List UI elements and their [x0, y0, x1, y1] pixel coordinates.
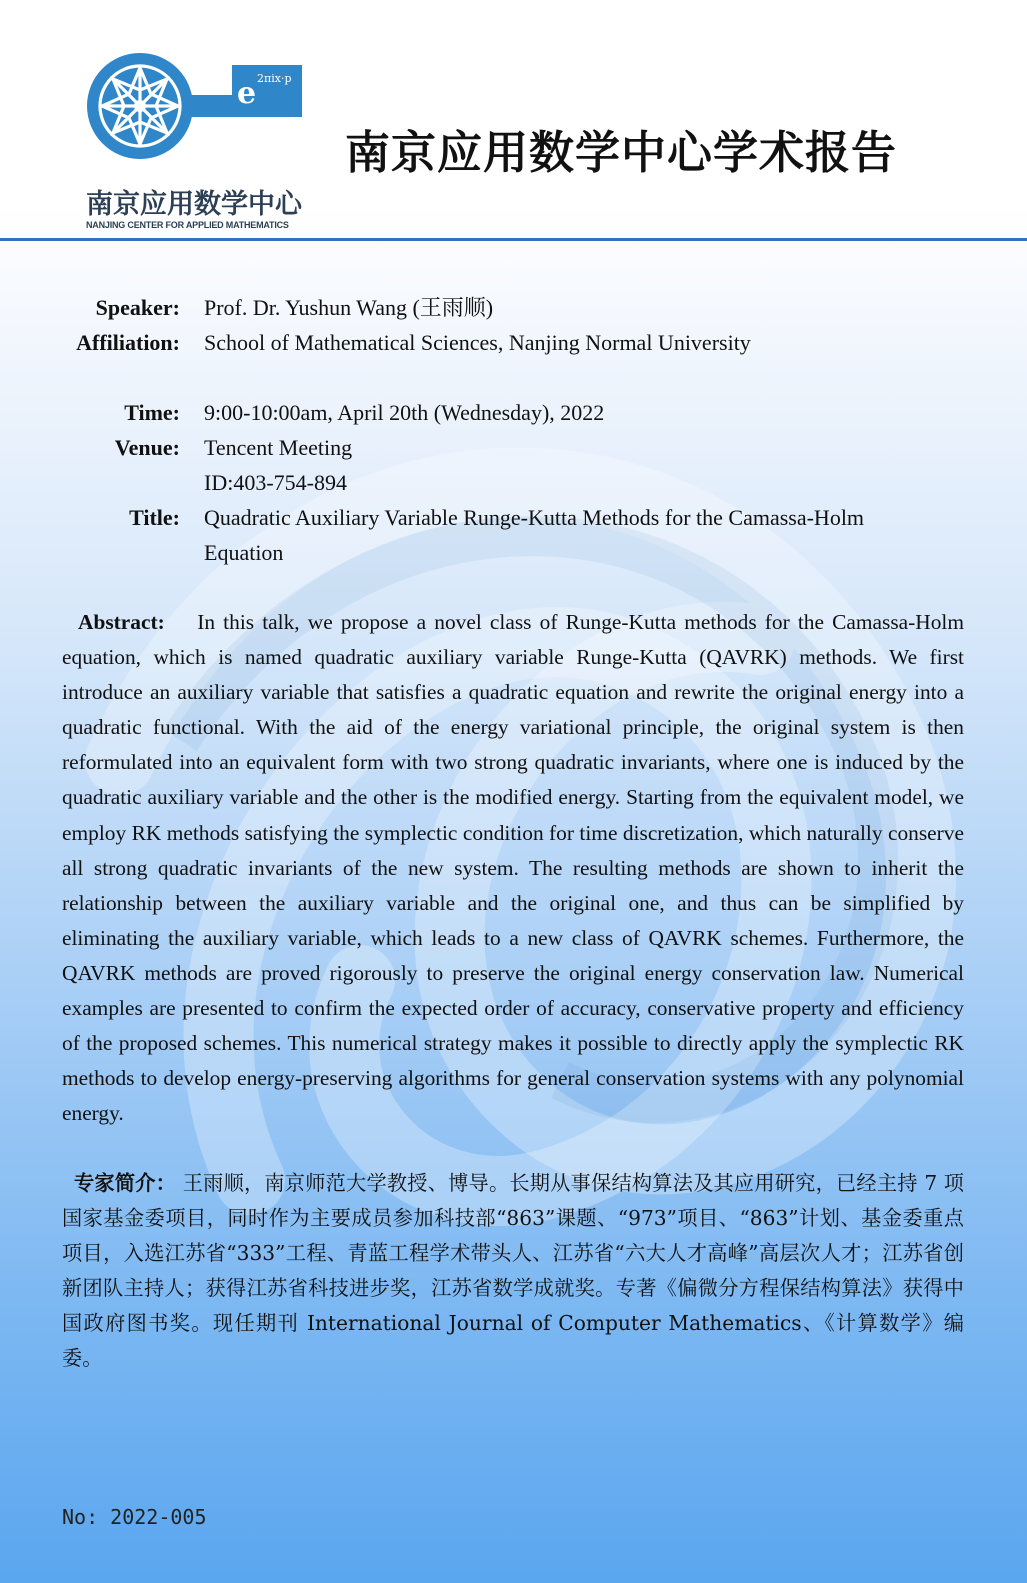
time-value: 9:00-10:00am, April 20th (Wednesday), 2022 — [204, 400, 605, 425]
header-divider — [0, 238, 1027, 241]
time-label: Time: — [124, 400, 180, 425]
affiliation-value: School of Mathematical Sciences, Nanjing Normal University — [204, 330, 751, 355]
abstract-text: In this talk, we propose a novel class of Runge-Kutta methods for the Camassa-Holm equation, which is named quadratic auxiliary variable Runge-Kutta (QAVRK) methods. We first introduce an auxiliary variable that satisfies a quadratic equation and rewrite the original energy into a quadratic functional. With the aid of the energy variational principle, the original system is then reformulated into an equivalent form with two strong quadratic invariants, where one is induced by the quadratic auxiliary variable and the other is the modified energy. Starting from the equivalent model, we employ RK methods satisfying the symplectic condition for time discretization, which naturally conserve all strong quadratic invariants of the new system. The resulting methods are shown to inherit the relationship between the auxiliary variable and the original one, and thus can be simplified by eliminating the auxiliary variable, which leads to a new class of QAVRK schemes. Furthermore, the QAVRK methods are proved rigorously to preserve the original energy conservation law. Numerical examples are presented to confirm the expected order of accuracy, conservative property and efficiency of the proposed schemes. This numerical strategy makes it possible to directly apply the symplectic RK methods to develop energy-preserving algorithms for general conservation systems with any polynomial energy. — [62, 610, 965, 1126]
venue-label: Venue: — [114, 435, 180, 460]
logo-english-name: NANJING CENTER FOR APPLIED MATHEMATICS — [86, 220, 289, 230]
venue-value-line2: ID:403-754-894 — [204, 470, 347, 495]
logo-formula-e: e — [237, 76, 257, 111]
affiliation-row — [0, 325, 1027, 360]
time-row — [0, 395, 1027, 430]
report-number: No: 2022-005 — [62, 1505, 207, 1529]
talk-title-row — [0, 500, 1027, 570]
logo-chinese-name: 南京应用数学中心 — [86, 189, 302, 220]
talk-title-line1: Quadratic Auxiliary Variable Runge-Kutta Methods for the Camassa-Holm — [204, 505, 865, 530]
speaker-value: Prof. Dr. Yushun Wang (王雨顺) — [204, 295, 494, 320]
affiliation-label: Affiliation: — [76, 330, 180, 355]
page-title: 南京应用数学中心学术报告 — [345, 126, 898, 179]
bio-text: 王雨顺，南京师范大学教授、博导。长期从事保结构算法及其应用研究，已经主持 7 项国家基金委项目，同时作为主要成员参加科技部“863”课题、“973”项目、“863”计划、基金委重点项目，入选江苏省“333”工程、青蓝工程学术带头人、江苏省“六大人才高峰”高层次人才；江苏省创新团队主持人；获得江苏省科技进步奖，江苏省数学成就奖。专著《偏微分方程保结构算法》获得中国政府图书奖。现任期刊 International Journal of Computer Mathematics、《计算数学》编委。 — [62, 1171, 964, 1371]
abstract — [62, 605, 964, 1131]
abstract-label: Abstract: — [78, 610, 165, 634]
talk-title-line2: Equation — [204, 540, 284, 565]
header — [0, 0, 1027, 245]
venue-value-line1: Tencent Meeting — [204, 435, 353, 460]
bio-label: 专家简介： — [74, 1171, 177, 1195]
speaker-row — [0, 290, 1027, 325]
speaker-bio — [62, 1166, 964, 1377]
talk-title-label: Title: — [129, 505, 180, 530]
venue-row — [0, 430, 1027, 500]
speaker-label: Speaker: — [95, 295, 180, 320]
logo-formula-exponent: 2πix·p — [257, 72, 292, 85]
